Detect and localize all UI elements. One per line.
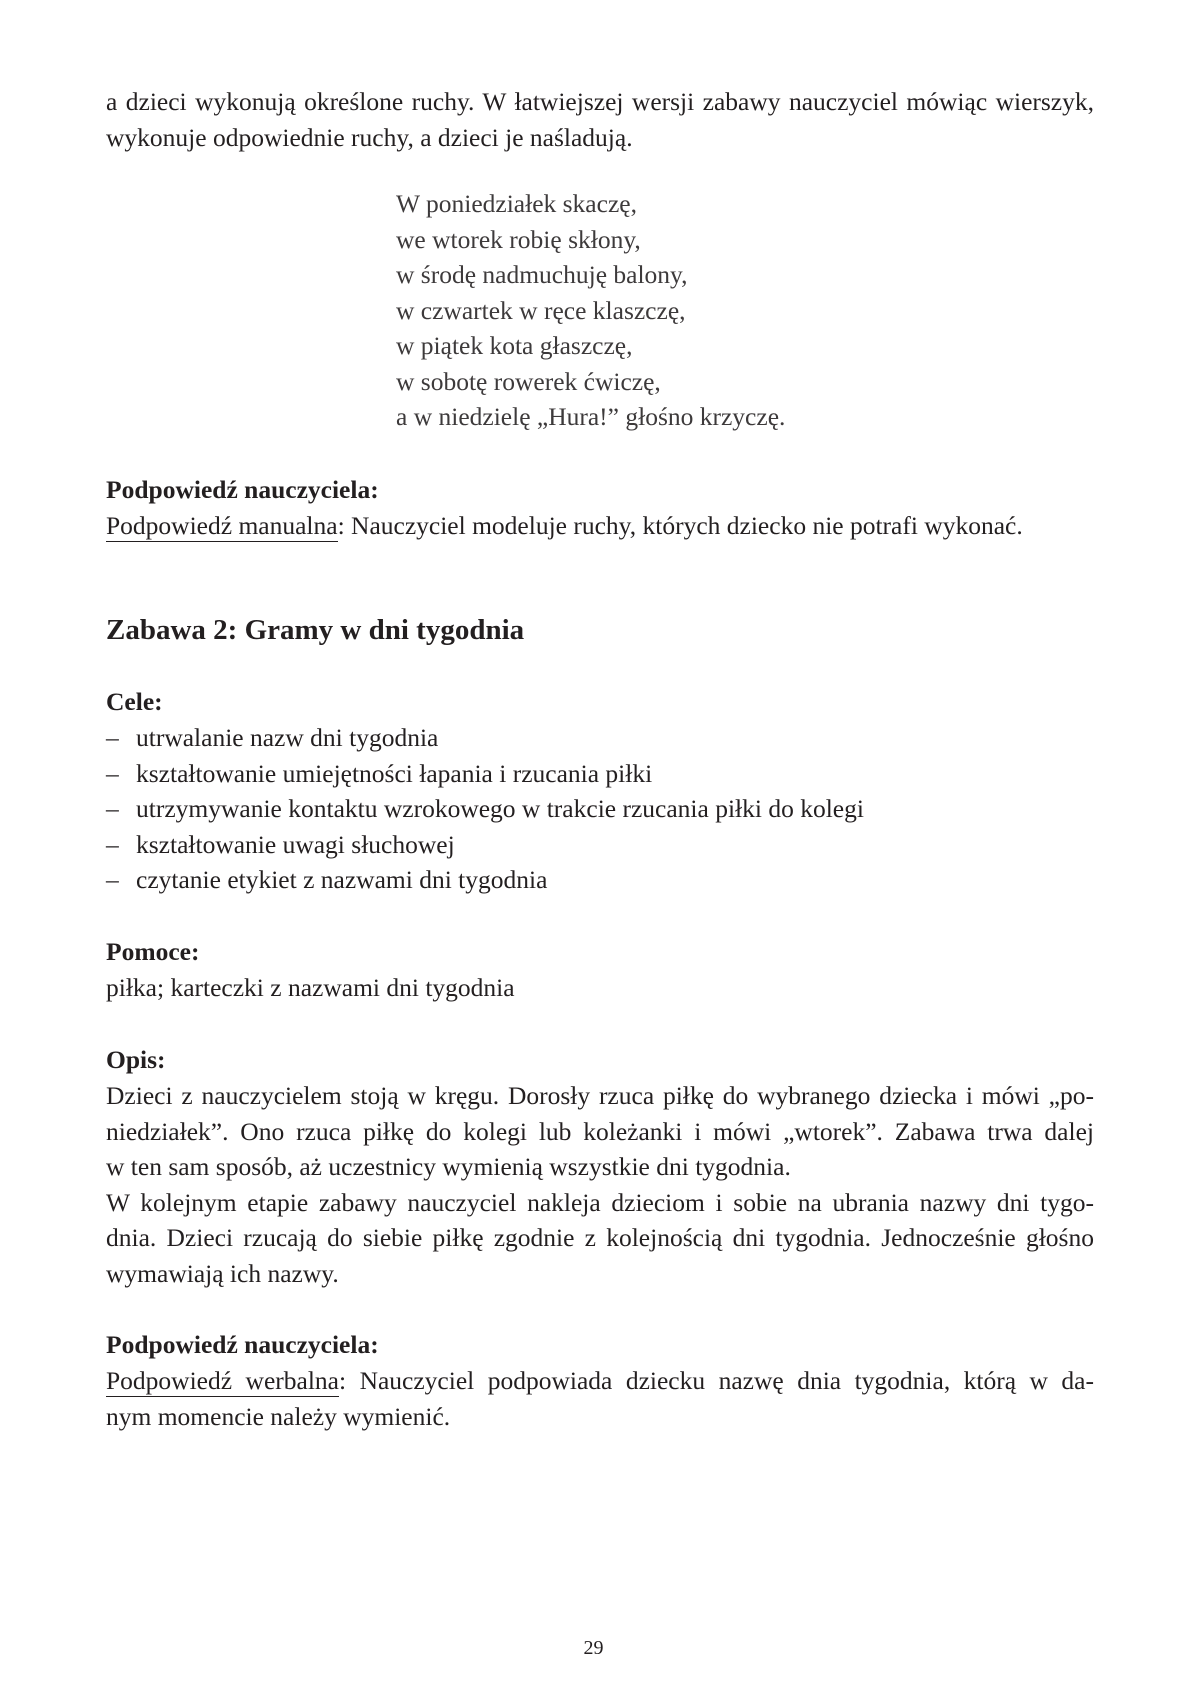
hint-line: nym momencie należy wymienić. [106,1401,451,1431]
goals-list [106,720,864,898]
hint-paragraph-2 [106,1363,1094,1434]
hint-paragraph-1 [106,508,1094,544]
description-paragraph [106,1078,1094,1291]
list-item [106,827,864,863]
section-title: Zabawa 2: Gramy w dni tygodnia [106,614,525,646]
description-line: W kolejnym etapie zabawy nauczyciel nakleja dzieciom i sobie na ubrania nazwy dni tygo- [106,1187,1094,1217]
hint-line [106,1363,1094,1399]
dash-bullet: – [106,865,119,894]
hint-heading-1: Podpowiedź nauczyciela: [106,475,379,504]
poem-line: w sobotę rowerek ćwiczę, [396,366,661,396]
list-item-text: utrwalanie nazw dni tygodnia [136,723,439,752]
list-item [106,756,864,792]
poem-line: we wtorek robię skłony, [396,224,641,254]
dash-bullet: – [106,829,119,859]
list-item-text: kształtowanie uwagi słuchowej [136,829,455,859]
list-item [106,791,864,827]
hint-label-verbal: Podpowiedź werbalna [106,1366,339,1395]
hint-label-manual: Podpowiedź manualna [106,511,338,540]
intro-line-1: a dzieci wykonują określone ruchy. W łatwiejszej wersji zabawy nauczyciel mówiąc wierszyk, [106,87,1094,116]
aids-text [106,970,1094,1006]
poem-line: W poniedziałek skaczę, [396,189,637,218]
list-item-text: utrzymywanie kontaktu wzrokowego w trakcie rzucania piłki do kolegi [136,794,864,823]
aids-line: piłka; karteczki z nazwami dni tygodnia [106,973,515,1002]
intro-paragraph [106,84,1094,155]
hint-heading-2: Podpowiedź nauczyciela: [106,1330,379,1359]
hint-line [106,508,1094,544]
goals-heading: Cele: [106,687,163,716]
poem-line: w środę nadmuchuję balony, [396,260,688,289]
description-heading: Opis: [106,1045,166,1074]
page-number: 29 [583,1637,604,1659]
description-line: wymawiają ich nazwy. [106,1258,339,1288]
aids-heading: Pomoce: [106,937,200,966]
description-line: w ten sam sposób, aż uczestnicy wymienią wszystkie dni tygodnia. [106,1152,791,1181]
poem-line: w czwartek w ręce klaszczę, [396,295,686,325]
dash-bullet: – [106,723,119,752]
list-item [106,720,864,756]
description-line: Dzieci z nauczycielem stoją w kręgu. Dorosły rzuca piłkę do wybranego dziecka i mówi „po- [106,1081,1094,1110]
description-line: niedziałek”. Ono rzuca piłkę do kolegi lub koleżanki i mówi „wtorek”. Zabawa trwa dalej [106,1116,1094,1146]
hint-text: : Nauczyciel modeluje ruchy, których dziecko nie potrafi wykonać. [337,511,1023,540]
intro-line-2: wykonuje odpowiednie ruchy, a dzieci je naśladują. [106,122,633,152]
list-item [106,862,864,898]
poem [396,186,785,435]
list-item-text: kształtowanie umiejętności łapania i rzucania piłki [136,758,653,788]
list-item-text: czytanie etykiet z nazwami dni tygodnia [136,865,548,894]
dash-bullet: – [106,794,119,823]
dash-bullet: – [106,758,119,788]
description-line: dnia. Dzieci rzucają do siebie piłkę zgodnie z kolejnością dni tygodnia. Jednocześnie głośno [106,1223,1094,1252]
poem-line: w piątek kota głaszczę, [396,331,633,360]
hint-text: : Nauczyciel podpowiada dziecku nazwę dnia tygodnia, którą w da- [339,1366,1094,1395]
poem-line: a w niedzielę „Hura!” głośno krzyczę. [396,402,786,431]
